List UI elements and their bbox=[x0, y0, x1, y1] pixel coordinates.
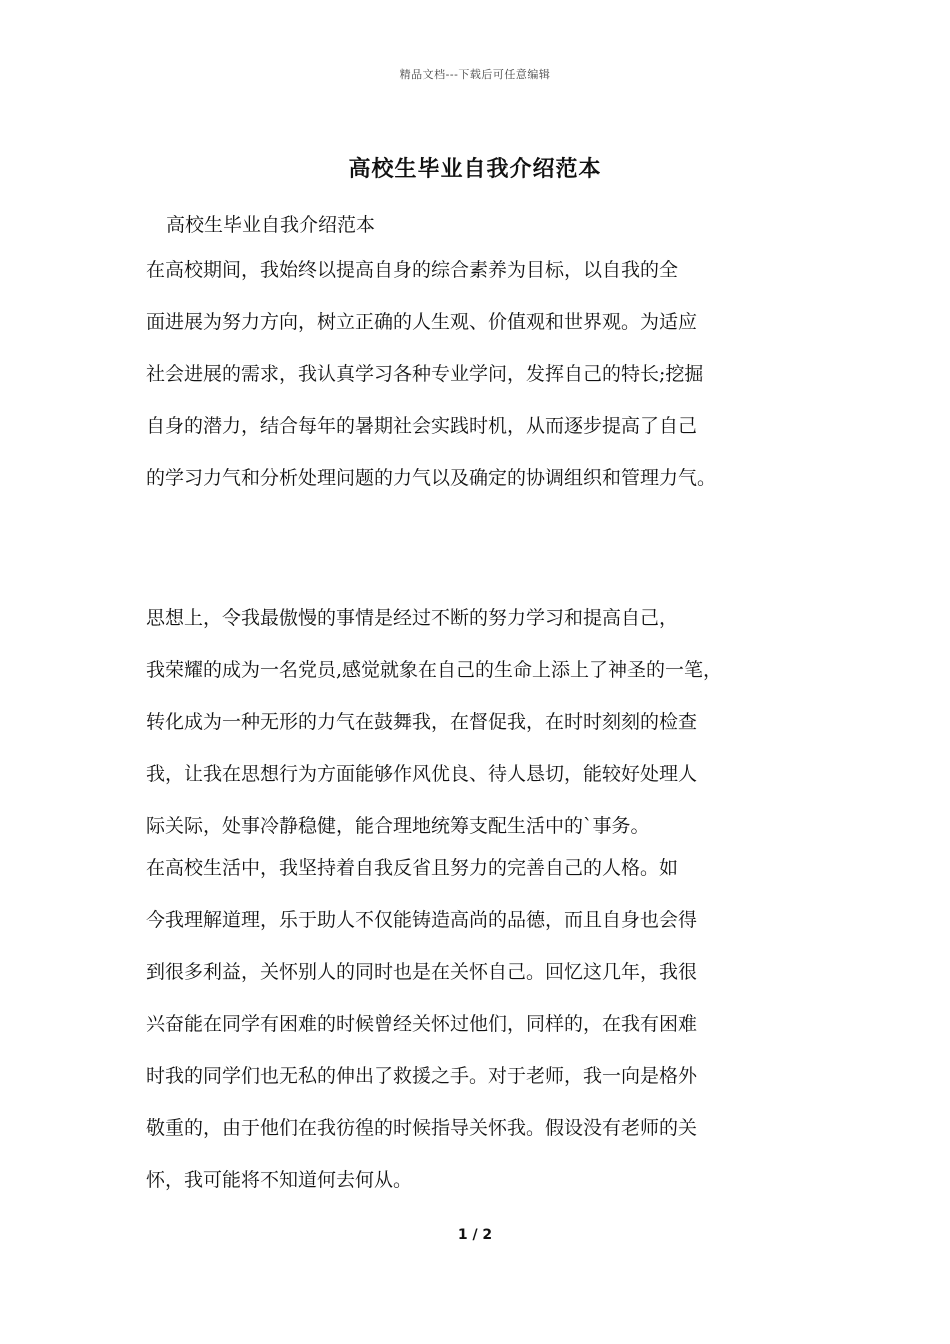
header-note: 精品文档---下载后可任意编辑 bbox=[399, 68, 551, 81]
paragraph-line: 怀，我可能将不知道何去何从。 bbox=[146, 1169, 413, 1191]
paragraph-1 bbox=[146, 244, 830, 504]
paragraph-line: 到很多利益，关怀别人的同时也是在关怀自己。回忆这几年，我很 bbox=[146, 961, 698, 983]
paragraph-line: 在高校期间，我始终以提高自身的综合素养为目标，以自我的全 bbox=[146, 259, 679, 281]
paragraph-line: 社会进展的需求，我认真学习各种专业学问，发挥自己的特长;挖掘 bbox=[146, 363, 704, 385]
paragraph-line: 我荣耀的成为一名党员,感觉就象在自己的生命上添上了神圣的一笔， bbox=[146, 659, 723, 681]
paragraph-line: 兴奋能在同学有困难的时候曾经关怀过他们，同样的，在我有困难 bbox=[146, 1013, 698, 1035]
document-title: 高校生毕业自我介绍范本 bbox=[348, 156, 602, 182]
paragraph-line: 思想上，令我最傲慢的事情是经过不断的努力学习和提高自己， bbox=[146, 607, 679, 629]
paragraph-line: 面进展为努力方向，树立正确的人生观、价值观和世界观。为适应 bbox=[146, 311, 698, 333]
paragraph-line: 我，让我在思想行为方面能够作风优良、待人恳切，能较好处理人 bbox=[146, 763, 698, 785]
paragraph-line: 今我理解道理，乐于助人不仅能铸造高尚的品德，而且自身也会得 bbox=[146, 909, 698, 931]
paragraph-2 bbox=[146, 592, 830, 852]
paragraph-line: 际关际，处事冷静稳健，能合理地统筹支配生活中的`事务。 bbox=[146, 815, 650, 837]
paragraph-line: 时我的同学们也无私的伸出了救援之手。对于老师，我一向是格外 bbox=[146, 1065, 698, 1087]
paragraph-3 bbox=[146, 842, 830, 1206]
paragraph-line: 转化成为一种无形的力气在鼓舞我，在督促我，在时时刻刻的检查 bbox=[146, 711, 698, 733]
page-number: 1 / 2 bbox=[457, 1227, 493, 1243]
paragraph-line: 自身的潜力，结合每年的暑期社会实践时机，从而逐步提高了自己 bbox=[146, 415, 698, 437]
paragraph-line: 的学习力气和分析处理问题的力气以及确定的协调组织和管理力气。 bbox=[146, 467, 717, 489]
paragraph-line: 敬重的，由于他们在我彷徨的时候指导关怀我。假设没有老师的关 bbox=[146, 1117, 698, 1139]
paragraph-line: 在高校生活中，我坚持着自我反省且努力的完善自己的人格。如 bbox=[146, 857, 679, 879]
document-subtitle: 高校生毕业自我介绍范本 bbox=[166, 214, 376, 236]
